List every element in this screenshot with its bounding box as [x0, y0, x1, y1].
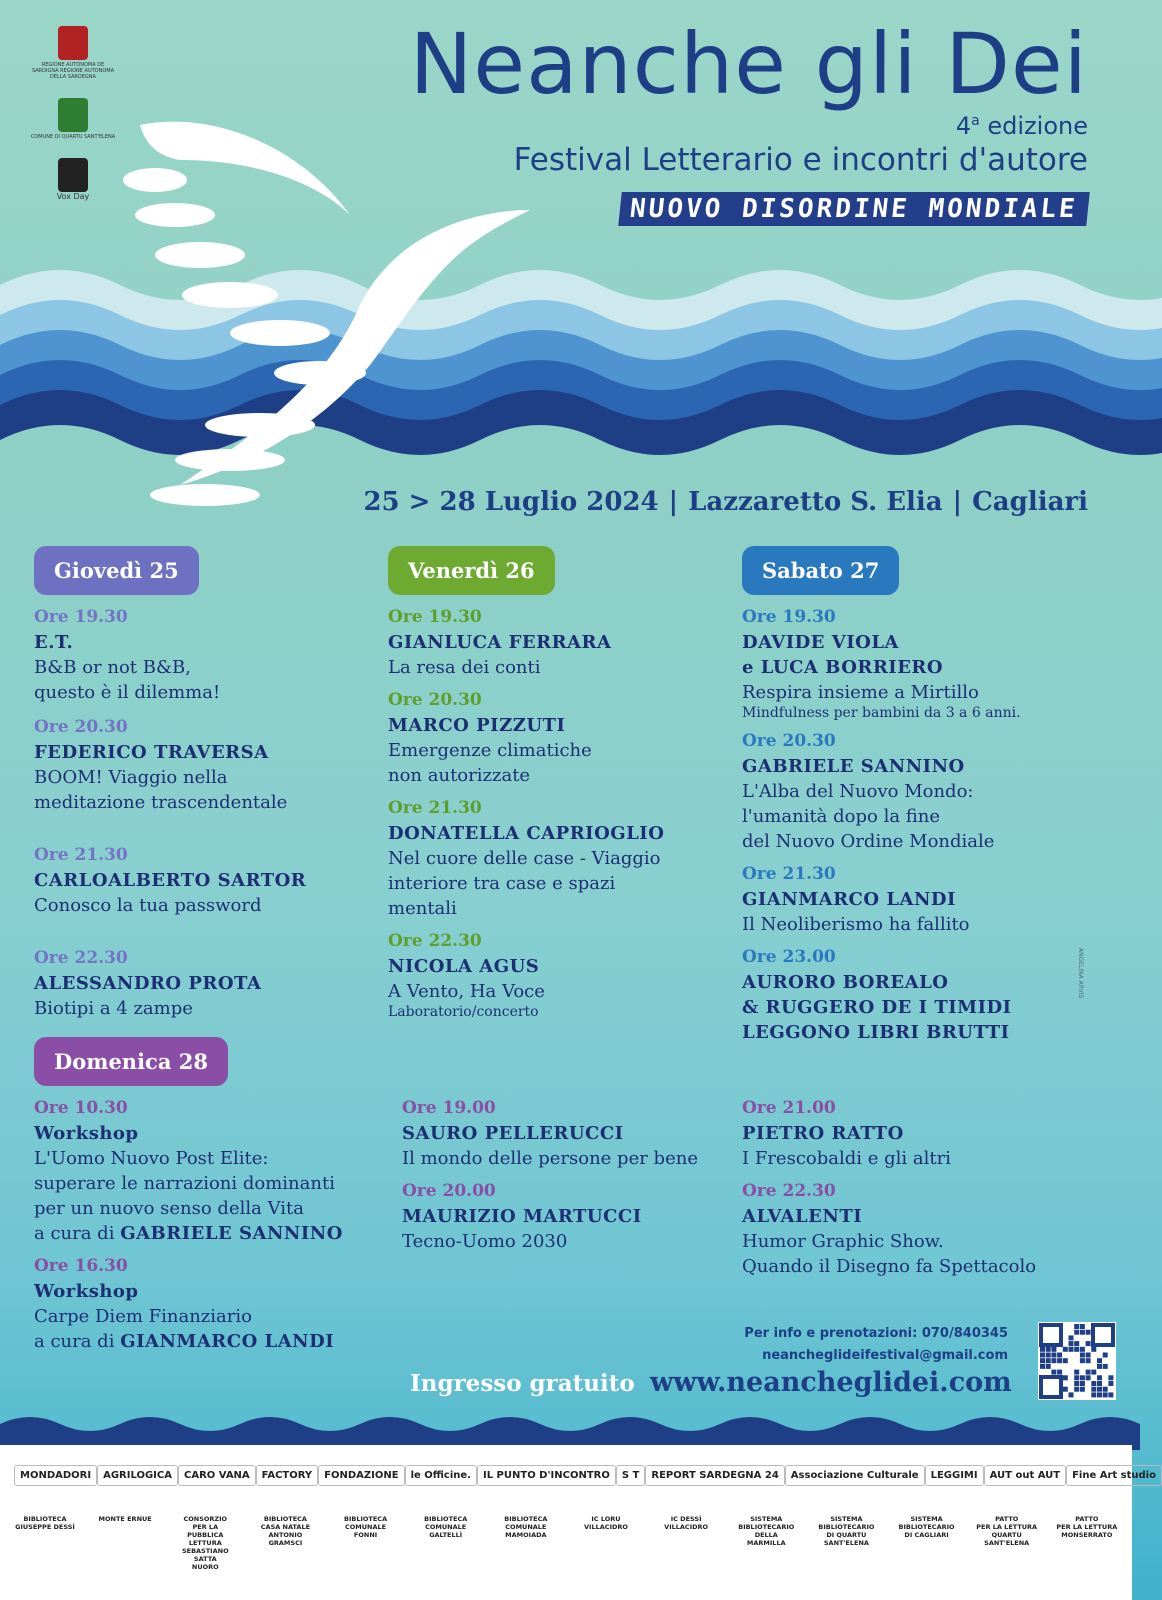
- comune-logo: [28, 98, 118, 140]
- event-speaker: ALVALENTI: [742, 1206, 863, 1227]
- event-title: superare le narrazioni dominanti: [34, 1173, 335, 1194]
- event-title: Biotipi a 4 zampe: [34, 998, 193, 1019]
- sponsor-logo: LEGGIMI: [925, 1465, 984, 1486]
- sponsor-logo: le Officine.: [405, 1465, 477, 1486]
- event-item: [402, 1096, 742, 1171]
- event-title: non autorizzate: [388, 765, 531, 786]
- event-speaker: E.T.: [34, 632, 74, 653]
- event-item: [34, 946, 379, 1021]
- website-link[interactable]: www.neancheglidei.com: [650, 1367, 1012, 1398]
- event-time: Ore 21.30: [388, 798, 482, 818]
- event-speaker: MARCO PIZZUTI: [388, 715, 566, 736]
- curator-prefix: a cura di: [34, 1223, 115, 1244]
- event-speaker: MAURIZIO MARTUCCI: [402, 1206, 642, 1227]
- day-header-sun: Domenica 28: [34, 1037, 228, 1086]
- bird-logo-icon: [58, 158, 88, 192]
- library-partner: IC LORU VILLACIDRO: [584, 1515, 628, 1531]
- library-partner: SISTEMA BIBLIOTECARIO DELLA MARMILLA: [738, 1515, 795, 1547]
- event-item: [742, 729, 1112, 854]
- date-venue-line: 25 > 28 Luglio 2024 | Lazzaretto S. Elia | Cagliari: [363, 487, 1088, 517]
- comune-logo-caption: COMUNE DI QUARTU SANT'ELENA: [30, 134, 116, 140]
- coat-of-arms-icon: [58, 26, 88, 60]
- event-curator: [34, 1329, 404, 1354]
- sponsor-logo: S T: [616, 1465, 646, 1486]
- event-title: B&B or not B&B,: [34, 657, 191, 678]
- event-speaker: GIANMARCO LANDI: [742, 889, 956, 910]
- library-partner: PATTO PER LA LETTURA MONSERRATO: [1056, 1515, 1118, 1539]
- artist-credit: ANGELINA ARVIS: [1077, 948, 1084, 999]
- event-speaker: AURORO BOREALO: [742, 972, 949, 993]
- curator-name: GIANMARCO LANDI: [120, 1331, 335, 1352]
- event-title: meditazione trascendentale: [34, 792, 288, 813]
- library-partner: SISTEMA BIBLIOTECARIO DI CAGLIARI: [898, 1515, 955, 1539]
- schedule-saturday: [742, 546, 1112, 1045]
- day-header-thu: Giovedì 25: [34, 546, 199, 595]
- region-logo: [28, 26, 118, 80]
- theme-banner: NUOVO DISORDINE MONDIALE: [619, 192, 1090, 226]
- event-time: Ore 22.30: [388, 931, 482, 951]
- event-item: [34, 843, 379, 918]
- event-title: Il Neoliberismo ha fallito: [742, 914, 970, 935]
- qr-code-icon[interactable]: [1038, 1322, 1116, 1400]
- sponsor-logo: CARO VANA: [178, 1465, 256, 1486]
- event-title: Humor Graphic Show.: [742, 1231, 944, 1252]
- event-speaker: PIETRO RATTO: [742, 1123, 904, 1144]
- library-partner: PATTO PER LA LETTURA QUARTU SANT'ELENA: [976, 1515, 1038, 1547]
- event-speaker: e LUCA BORRIERO: [742, 657, 944, 678]
- event-item: [34, 1096, 404, 1246]
- sponsor-logos: [14, 1465, 1156, 1486]
- sponsor-logo: Associazione Culturale: [785, 1465, 925, 1486]
- sponsor-logo: IL PUNTO D'INCONTRO: [477, 1465, 616, 1486]
- event-title: Nel cuore delle case - Viaggio: [388, 848, 661, 869]
- library-partner: BIBLIOTECA COMUNALE MAMOIADA: [504, 1515, 548, 1539]
- event-item: [742, 605, 1112, 721]
- event-speaker: NICOLA AGUS: [388, 956, 540, 977]
- event-title: Quando il Disegno fa Spettacolo: [742, 1256, 1037, 1277]
- event-title: Conosco la tua password: [34, 895, 262, 916]
- festival-subtitle: Festival Letterario e incontri d'autore: [513, 142, 1088, 178]
- event-title: Tecno-Uomo 2030: [402, 1231, 568, 1252]
- event-speaker: Workshop: [34, 1123, 139, 1144]
- day-header-fri: Venerdì 26: [388, 546, 555, 595]
- event-time: Ore 21.30: [742, 864, 836, 884]
- event-title: Il mondo delle persone per bene: [402, 1148, 698, 1169]
- region-logo-caption: REGIONE AUTÒNOMA DE SARDIGNA REGIONE AUTONOMA DELLA SARDEGNA: [32, 62, 114, 80]
- curator-prefix: a cura di: [34, 1331, 115, 1352]
- schedule-sunday-col2: [402, 1096, 742, 1254]
- institutional-logos: [28, 26, 118, 218]
- schedule-sunday: [34, 1037, 404, 1354]
- event-time: Ore 16.30: [34, 1256, 128, 1276]
- event-time: Ore 22.30: [34, 948, 128, 968]
- festival-venue: Lazzaretto S. Elia: [688, 487, 943, 517]
- event-time: Ore 21.00: [742, 1098, 836, 1118]
- library-partners: [14, 1515, 1118, 1571]
- free-entry-label: Ingresso gratuito: [410, 1370, 635, 1397]
- event-item: [742, 1096, 1112, 1171]
- event-time: Ore 20.30: [388, 690, 482, 710]
- festival-title: Neanche gli Dei: [409, 15, 1088, 113]
- event-item: [34, 715, 379, 815]
- event-item: [388, 605, 733, 680]
- event-time: Ore 19.30: [34, 607, 128, 627]
- voxday-logo-caption: Vox Day: [56, 192, 90, 201]
- sponsor-logo: AUT out AUT: [984, 1465, 1066, 1486]
- event-time: Ore 23.00: [742, 947, 836, 967]
- event-item: [402, 1179, 742, 1254]
- event-speaker: DONATELLA CAPRIOGLIO: [388, 823, 665, 844]
- event-curator: [34, 1221, 404, 1246]
- sponsor-logo: REPORT SARDEGNA 24: [645, 1465, 784, 1486]
- event-title: l'umanità dopo la fine: [742, 806, 941, 827]
- event-speaker: FEDERICO TRAVERSA: [34, 742, 269, 763]
- event-time: Ore 20.30: [34, 717, 128, 737]
- event-speaker: LEGGONO LIBRI BRUTTI: [742, 1022, 1010, 1043]
- event-title: La resa dei conti: [388, 657, 541, 678]
- event-time: Ore 19.30: [388, 607, 482, 627]
- sponsor-footer: [0, 1445, 1156, 1600]
- event-title: I Frescobaldi e gli altri: [742, 1148, 951, 1169]
- schedule-thursday: [34, 546, 379, 1021]
- event-title: Carpe Diem Finanziario: [34, 1306, 252, 1327]
- contact-email: neancheglideifestival@gmail.com: [762, 1348, 1008, 1363]
- event-item: [742, 862, 1112, 937]
- event-speaker: CARLOALBERTO SARTOR: [34, 870, 307, 891]
- event-note: Laboratorio/concerto: [388, 1004, 539, 1020]
- library-partner: BIBLIOTECA CASA NATALE ANTONIO GRAMSCI: [260, 1515, 311, 1547]
- event-title: L'Alba del Nuovo Mondo:: [742, 781, 974, 802]
- curator-name: GABRIELE SANNINO: [120, 1223, 343, 1244]
- event-item: [388, 796, 733, 921]
- schedule-friday: [388, 546, 733, 1020]
- festival-city: Cagliari: [972, 487, 1088, 517]
- event-item: [388, 929, 733, 1020]
- event-time: Ore 19.00: [402, 1098, 496, 1118]
- library-partner: BIBLIOTECA GIUSEPPE DESSÌ: [15, 1515, 75, 1531]
- event-item: [742, 945, 1112, 1045]
- event-speaker: SAURO PELLERUCCI: [402, 1123, 624, 1144]
- event-speaker: DAVIDE VIOLA: [742, 632, 899, 653]
- event-title: interiore tra case e spazi: [388, 873, 616, 894]
- event-time: Ore 20.00: [402, 1181, 496, 1201]
- event-speaker: GABRIELE SANNINO: [742, 756, 965, 777]
- event-time: Ore 22.30: [742, 1181, 836, 1201]
- sponsor-logo: FACTORY: [256, 1465, 318, 1486]
- event-item: [34, 605, 379, 705]
- event-speaker: ALESSANDRO PROTA: [34, 973, 262, 994]
- schedule-sunday-col3: [742, 1096, 1112, 1279]
- library-partner: SISTEMA BIBLIOTECARIO DI QUARTU SANT'ELENA: [818, 1515, 875, 1547]
- event-time: Ore 20.30: [742, 731, 836, 751]
- event-item: [388, 688, 733, 788]
- event-item: [34, 1254, 404, 1354]
- event-time: Ore 10.30: [34, 1098, 128, 1118]
- event-time: Ore 19.30: [742, 607, 836, 627]
- event-note: Mindfulness per bambini da 3 a 6 anni.: [742, 705, 1021, 721]
- event-title: L'Uomo Nuovo Post Elite:: [34, 1148, 269, 1169]
- voxday-logo: [28, 158, 118, 200]
- sponsor-logo: MONDADORI: [14, 1465, 97, 1486]
- library-partner: IC DESSÌ VILLACIDRO: [664, 1515, 709, 1531]
- library-partner: CONSORZIO PER LA PUBBLICA LETTURA SEBASTIANO SATTA NUORO: [181, 1515, 229, 1571]
- sponsor-logo: Fine Art studio: [1066, 1465, 1162, 1486]
- dove-icon: [120, 105, 580, 525]
- event-speaker: Workshop: [34, 1281, 139, 1302]
- event-item: [742, 1179, 1112, 1279]
- event-time: Ore 21.30: [34, 845, 128, 865]
- event-speaker: GIANLUCA FERRARA: [388, 632, 612, 653]
- event-title: A Vento, Ha Voce: [388, 981, 545, 1002]
- sponsor-logo: AGRILOGICA: [97, 1465, 178, 1486]
- contact-info: [744, 1323, 1008, 1367]
- library-partner: BIBLIOTECA COMUNALE GALTELLÌ: [424, 1515, 468, 1539]
- event-title: questo è il dilemma!: [34, 682, 221, 703]
- event-title: Respira insieme a Mirtillo: [742, 682, 979, 703]
- event-title: Emergenze climatiche: [388, 740, 592, 761]
- day-header-sat: Sabato 27: [742, 546, 899, 595]
- sponsor-logo: FONDAZIONE: [318, 1465, 404, 1486]
- event-speaker: & RUGGERO DE I TIMIDI: [742, 997, 1012, 1018]
- library-partner: MONTE ERNUE: [98, 1515, 152, 1523]
- bottom-wave: [0, 1410, 1132, 1450]
- festival-dates: 25 > 28 Luglio 2024: [363, 487, 659, 517]
- library-partner: BIBLIOTECA COMUNALE FONNI: [344, 1515, 388, 1539]
- contact-phone: Per info e prenotazioni: 070/840345: [744, 1326, 1008, 1341]
- event-title: del Nuovo Ordine Mondiale: [742, 831, 995, 852]
- event-title: BOOM! Viaggio nella: [34, 767, 228, 788]
- edition-label: 4$^a$ edizione: [955, 112, 1088, 140]
- event-title: mentali: [388, 898, 457, 919]
- municipal-crest-icon: [58, 98, 88, 132]
- event-title: per un nuovo senso della Vita: [34, 1198, 304, 1219]
